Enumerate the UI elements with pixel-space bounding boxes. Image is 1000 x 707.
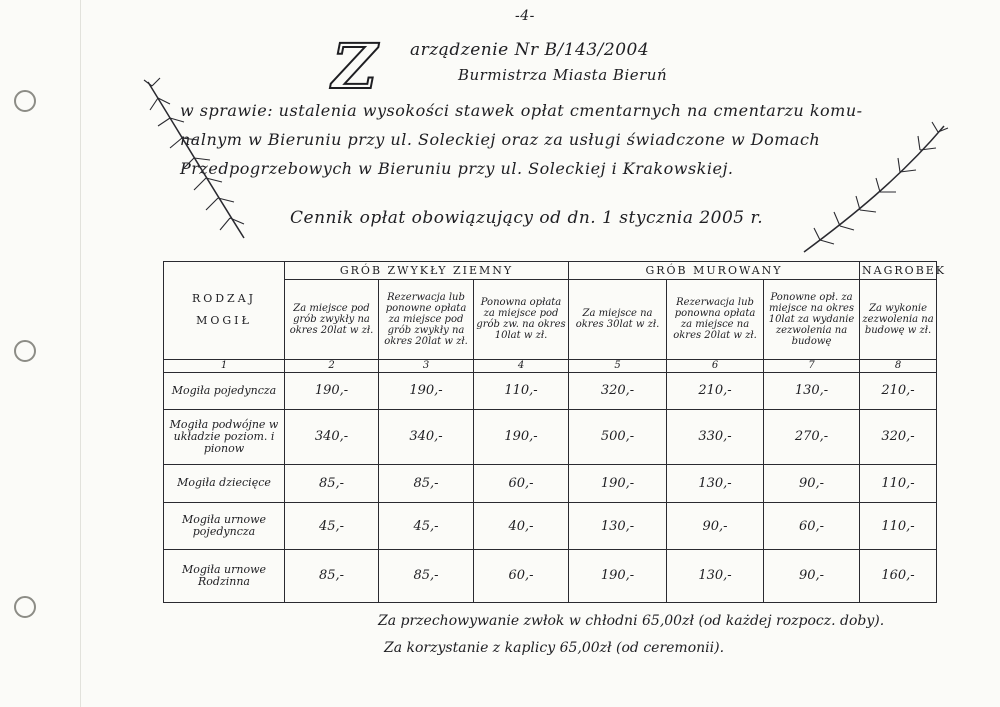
fee-cell: 45,- [285, 503, 379, 550]
page-margin-line [80, 0, 81, 707]
fee-cell: 330,- [667, 409, 764, 464]
subject-line: w sprawie: ustalenia wysokości stawek opłat cmentarnych na cmentarzu komu- [180, 101, 863, 120]
fee-cell: 110,- [860, 464, 937, 502]
binder-hole [14, 596, 36, 618]
fir-sprig-left-icon [140, 74, 250, 244]
fee-cell: 160,- [860, 549, 937, 602]
fee-cell: 210,- [860, 373, 937, 409]
grave-kind: Mogiła podwójne w układzie poziom. i pionow [164, 409, 285, 464]
column-header: Ponowna opłata za miejsce pod grób zw. na okres 10lat w zł. [474, 279, 569, 359]
fee-cell: 190,- [569, 549, 667, 602]
column-number: 3 [379, 359, 474, 373]
column-header: Rezerwacja lub ponowna opłata za miejsce na okres 20lat w zł. [667, 279, 764, 359]
table-row [164, 373, 937, 409]
fee-cell: 90,- [764, 549, 860, 602]
price-list-title: Cennik opłat obowiązujący od dn. 1 stycznia 2005 r. [290, 208, 764, 228]
grave-kind: Mogiła dziecięce [164, 464, 285, 502]
fee-cell: 85,- [285, 549, 379, 602]
column-header: Ponowne opł. za miejsce na okres 10lat za wydanie zezwolenia na budowę [764, 279, 860, 359]
fee-cell: 85,- [379, 464, 474, 502]
column-header: Za wykonie zezwolenia na budowę w zł. [860, 279, 937, 359]
table-row [164, 549, 937, 602]
fee-cell: 320,- [569, 373, 667, 409]
fee-cell: 90,- [667, 503, 764, 550]
fee-cell: 60,- [474, 464, 569, 502]
subject-line: Przedpogrzebowych w Bieruniu przy ul. Soleckiej i Krakowskiej. [180, 159, 734, 178]
fee-cell: 85,- [379, 549, 474, 602]
column-number: 4 [474, 359, 569, 373]
table-row [164, 409, 937, 464]
fee-cell: 60,- [474, 549, 569, 602]
decree-title: arządzenie Nr B/143/2004 [410, 40, 650, 60]
fee-cell: 60,- [764, 503, 860, 550]
column-number: 6 [667, 359, 764, 373]
column-number: 1 [164, 359, 285, 373]
binder-hole [14, 340, 36, 362]
column-header: Za miejsce pod grób zwykły na okres 20lat w zł. [285, 279, 379, 359]
grave-kind: Mogiła urnowe pojedyncza [164, 503, 285, 550]
page-number: -4- [515, 8, 535, 24]
fee-cell: 40,- [474, 503, 569, 550]
fee-cell: 90,- [764, 464, 860, 502]
fee-cell: 130,- [667, 549, 764, 602]
fee-cell: 130,- [667, 464, 764, 502]
column-number: 5 [569, 359, 667, 373]
fee-cell: 340,- [285, 409, 379, 464]
cemetery-fee-table [163, 261, 947, 603]
binder-hole [14, 90, 36, 112]
fee-cell: 190,- [285, 373, 379, 409]
fee-cell: 210,- [667, 373, 764, 409]
fir-sprig-right-icon [800, 118, 950, 258]
fee-cell: 190,- [379, 373, 474, 409]
fee-cell: 110,- [860, 503, 937, 550]
fee-cell: 85,- [285, 464, 379, 502]
grave-kind: Mogiła urnowe Rodzinna [164, 549, 285, 602]
subject-line: nalnym w Bieruniu przy ul. Soleckiej oraz za usługi świadczone w Domach [180, 130, 821, 149]
column-header: Za miejsce na okres 30lat w zł. [569, 279, 667, 359]
column-header: Rezerwacja lub ponowne opłata za miejsce pod grób zwykły na okres 20lat w zł. [379, 279, 474, 359]
fee-cell: 110,- [474, 373, 569, 409]
note-cold-storage: Za przechowywanie zwłok w chłodni 65,00zł (od każdej rozpocz. doby). [378, 613, 885, 629]
fee-cell: 130,- [569, 503, 667, 550]
column-number: 2 [285, 359, 379, 373]
table-row [164, 503, 937, 550]
note-chapel: Za korzystanie z kaplicy 65,00zł (od ceremonii). [384, 640, 725, 656]
decree-author: Burmistrza Miasta Bieruń [458, 66, 668, 84]
column-number: 8 [860, 359, 937, 373]
fee-cell: 190,- [569, 464, 667, 502]
fee-cell: 190,- [474, 409, 569, 464]
grave-kind: Mogiła pojedyncza [164, 373, 285, 409]
fee-cell: 500,- [569, 409, 667, 464]
column-number: 7 [764, 359, 860, 373]
fee-cell: 270,- [764, 409, 860, 464]
fee-cell: 320,- [860, 409, 937, 464]
fee-cell: 130,- [764, 373, 860, 409]
group-header-earth-grave: GRÓB ZWYKŁY ZIEMNY [285, 262, 569, 280]
kind-header: RODZAJ MOGIŁ [164, 262, 285, 360]
group-header-tombstone: NAGROBEK [860, 262, 937, 280]
fee-cell: 340,- [379, 409, 474, 464]
group-header-masonry-grave: GRÓB MUROWANY [569, 262, 860, 280]
table-row [164, 464, 937, 502]
decree-initial: Z [332, 30, 378, 103]
fee-cell: 45,- [379, 503, 474, 550]
